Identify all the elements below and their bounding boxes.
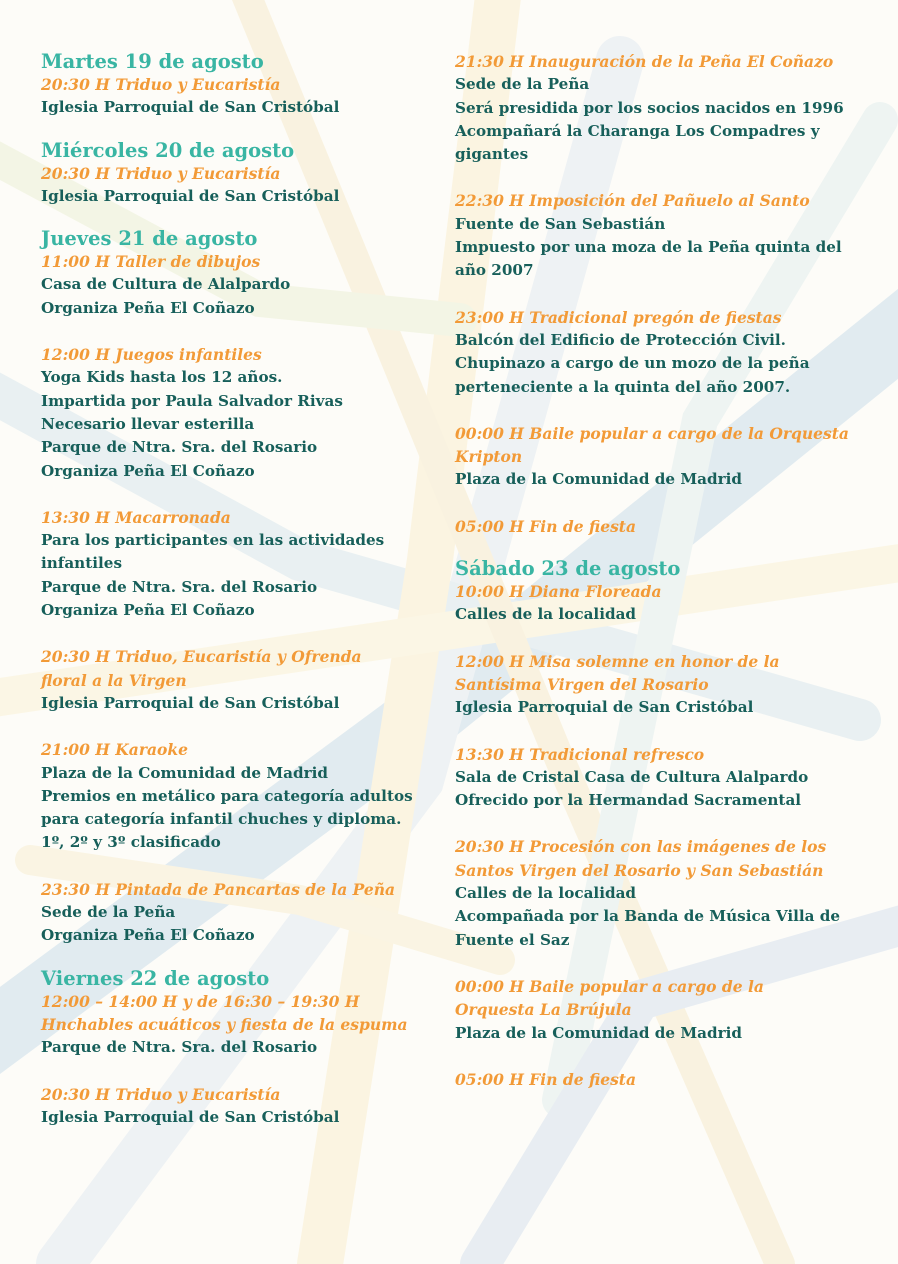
event-item: [455, 515, 875, 538]
event-detail: perteneciente a la quinta del año 2007.: [455, 377, 791, 396]
event-detail: Balcón del Edificio de Protección Civil.: [455, 330, 786, 349]
event-detail: Parque de Ntra. Sra. del Rosario: [41, 438, 318, 457]
event-detail: 1º, 2º y 3º clasificado: [41, 833, 221, 852]
program-left-column: [41, 50, 436, 1148]
event-detail: Casa de Cultura de Alalpardo: [41, 275, 291, 294]
event-detail: Necesario llevar esterilla: [41, 414, 255, 433]
event-detail: Acompañada por la Banda de Música Villa de: [455, 907, 841, 926]
event-time-title: 05:00 H Fin de fiesta: [455, 516, 637, 536]
event-time-title: 20:30 H Procesión con las imágenes de los: [455, 837, 827, 857]
event-time-title: 10:00 H Diana Floreada: [455, 582, 662, 602]
event-detail: Iglesia Parroquial de San Cristóbal: [41, 98, 340, 117]
event-detail: Sala de Cristal Casa de Cultura Alalpardo: [455, 767, 809, 786]
event-time-title: 23:30 H Pintada de Pancartas de la Peña: [41, 879, 396, 899]
event-detail: Calles de la localidad: [455, 605, 637, 624]
day-block: [41, 967, 436, 1129]
event-detail: Calles de la localidad: [455, 884, 637, 903]
event-time-title: 12:00 H Misa solemne en honor de la: [455, 651, 780, 671]
event-detail: Impartida por Paula Salvador Rivas: [41, 391, 343, 410]
event-item: [455, 189, 875, 282]
event-time-title: Kripton: [455, 447, 523, 467]
event-time-title: 21:00 H Karaoke: [41, 740, 188, 760]
event-detail: Organiza Peña El Coñazo: [41, 601, 255, 620]
day-heading: Miércoles 20 de agosto: [41, 138, 295, 162]
event-time-title: 13:30 H Macarronada: [41, 507, 231, 527]
event-time-title: 00:00 H Baile popular a cargo de la: [455, 976, 764, 996]
event-item: [455, 743, 875, 813]
event-item: [41, 738, 436, 854]
event-item: [41, 73, 436, 120]
event-detail: infantiles: [41, 554, 122, 573]
event-detail: Plaza de la Comunidad de Madrid: [455, 470, 742, 489]
day-block: [41, 50, 436, 120]
event-detail: Para los participantes en las actividades: [41, 531, 385, 550]
day-heading: Jueves 21 de agosto: [41, 227, 258, 251]
day-block: [455, 50, 875, 538]
event-time-title: floral a la Virgen: [41, 670, 187, 690]
event-detail: Premios en metálico para categoría adultos: [41, 786, 413, 805]
event-item: [41, 343, 436, 483]
event-detail: Fuente el Saz: [455, 930, 570, 949]
event-time-title: 12:00 H Juegos infantiles: [41, 345, 262, 365]
event-detail: Organiza Peña El Coñazo: [41, 926, 255, 945]
event-item: [455, 650, 875, 720]
event-item: [41, 250, 436, 320]
event-time-title: 20:30 H Triduo y Eucaristía: [41, 1084, 281, 1104]
event-detail: Sede de la Peña: [41, 903, 176, 922]
event-time-title: 12:00 – 14:00 H y de 16:30 – 19:30 H: [41, 991, 360, 1011]
event-detail: Impuesto por una moza de la Peña quinta del: [455, 238, 842, 257]
day-block: [455, 557, 875, 1091]
event-detail: Ofrecido por la Hermandad Sacramental: [455, 791, 802, 810]
event-detail: gigantes: [455, 145, 529, 164]
event-time-title: 21:30 H Inauguración de la Peña El Coñazo: [455, 52, 834, 71]
event-item: [455, 835, 875, 951]
event-time-title: 20:30 H Triduo y Eucaristía: [41, 75, 281, 94]
event-detail: Chupinazo a cargo de un mozo de la peña: [455, 354, 810, 373]
event-detail: Parque de Ntra. Sra. del Rosario: [41, 1038, 318, 1057]
event-detail: Plaza de la Comunidad de Madrid: [41, 763, 328, 782]
event-detail: Parque de Ntra. Sra. del Rosario: [41, 577, 318, 596]
event-time-title: 05:00 H Fin de fiesta: [455, 1069, 637, 1089]
event-time-title: Orquesta La Brújula: [455, 1000, 632, 1020]
event-time-title: 23:00 H Tradicional pregón de fiestas: [455, 307, 782, 327]
event-detail: Iglesia Parroquial de San Cristóbal: [41, 693, 340, 712]
event-item: [455, 50, 875, 166]
event-item: [455, 422, 875, 492]
event-detail: Yoga Kids hasta los 12 años.: [41, 368, 283, 387]
event-item: [455, 306, 875, 399]
day-heading: Sábado 23 de agosto: [455, 557, 681, 581]
event-detail: Sede de la Peña: [455, 75, 590, 94]
day-block: [41, 227, 436, 947]
event-detail: Organiza Peña El Coñazo: [41, 298, 255, 317]
event-detail: Acompañará la Charanga Los Compadres y: [455, 121, 820, 140]
day-block: [41, 139, 436, 209]
event-time-title: 20:30 H Triduo, Eucaristía y Ofrenda: [41, 647, 362, 667]
event-item: [455, 1068, 875, 1091]
event-item: [41, 1083, 436, 1130]
event-detail: para categoría infantil chuches y diploma.: [41, 810, 402, 829]
event-time-title: 20:30 H Triduo y Eucaristía: [41, 163, 281, 183]
event-detail: Iglesia Parroquial de San Cristóbal: [455, 698, 754, 717]
event-item: [41, 645, 436, 715]
event-item: [41, 162, 436, 209]
day-heading: Viernes 22 de agosto: [41, 966, 270, 990]
event-detail: año 2007: [455, 261, 534, 280]
event-detail: Fuente de San Sebastián: [455, 214, 666, 233]
event-detail: Será presidida por los socios nacidos en 1996: [455, 98, 844, 117]
event-time-title: Santísima Virgen del Rosario: [455, 674, 709, 694]
event-time-title: 22:30 H Imposición del Pañuelo al Santo: [455, 191, 810, 211]
event-detail: Iglesia Parroquial de San Cristóbal: [41, 186, 340, 205]
event-time-title: Santos Virgen del Rosario y San Sebastián: [455, 860, 824, 880]
event-time-title: 11:00 H Taller de dibujos: [41, 252, 261, 272]
event-item: [41, 878, 436, 948]
event-detail: Plaza de la Comunidad de Madrid: [455, 1023, 742, 1042]
event-time-title: Hnchables acuáticos y fiesta de la espuma: [41, 1014, 408, 1034]
event-item: [41, 990, 436, 1060]
event-item: [455, 580, 875, 627]
event-time-title: 00:00 H Baile popular a cargo de la Orquesta: [455, 423, 849, 443]
program-right-column: [455, 50, 875, 1110]
day-heading: Martes 19 de agosto: [41, 50, 264, 73]
event-item: [41, 506, 436, 622]
event-item: [455, 975, 875, 1045]
event-detail: Iglesia Parroquial de San Cristóbal: [41, 1107, 340, 1126]
event-detail: Organiza Peña El Coñazo: [41, 461, 255, 480]
event-time-title: 13:30 H Tradicional refresco: [455, 744, 705, 764]
